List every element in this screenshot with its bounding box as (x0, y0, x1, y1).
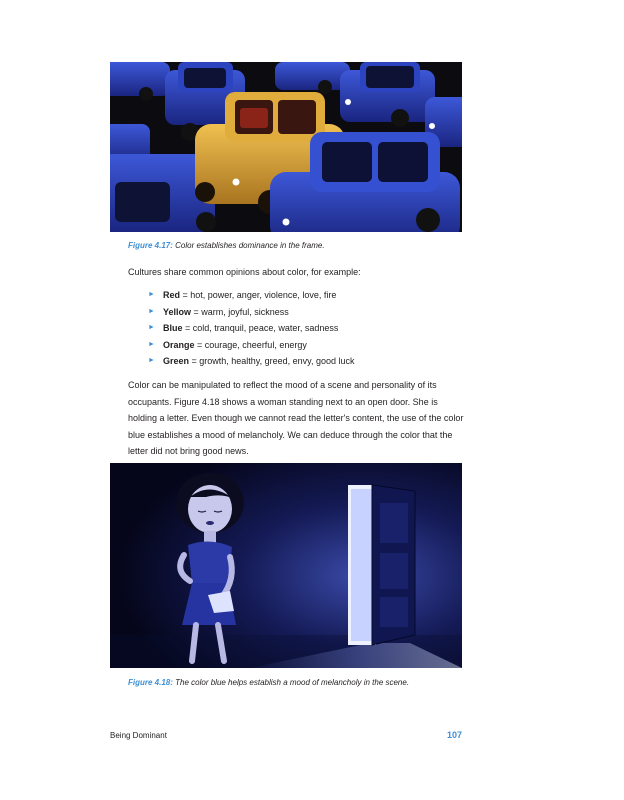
color-meaning: = warm, joyful, sickness (191, 306, 289, 317)
blue-car-back-4 (340, 62, 435, 127)
color-meaning: = courage, cheerful, energy (194, 339, 307, 350)
figure-4-17-caption (128, 240, 325, 251)
bullet-arrow-icon: ► (148, 324, 155, 331)
blue-car-back-3 (275, 62, 350, 94)
list-item-orange (148, 337, 355, 354)
color-meaning: = growth, healthy, greed, envy, good luck (189, 356, 355, 366)
bullet-arrow-icon: ► (148, 291, 155, 298)
figure-number: Figure 4.18: (128, 678, 173, 687)
bullet-arrow-icon: ► (148, 340, 155, 348)
color-term: Orange (163, 339, 195, 350)
figure-4-17-image (110, 62, 462, 232)
figure-caption-text: Color establishes dominance in the frame. (175, 241, 325, 250)
color-meaning: = hot, power, anger, violence, love, fire (180, 290, 337, 300)
page-number: 107 (446, 730, 462, 740)
bullet-arrow-icon: ► (148, 307, 155, 315)
color-term: Green (163, 356, 190, 366)
footer-section-title: Being Dominant (110, 731, 167, 740)
list-item-blue (148, 320, 355, 337)
list-item-yellow (148, 304, 355, 321)
figure-4-18-image (110, 463, 462, 668)
open-door (348, 485, 415, 645)
color-meaning-list (148, 287, 355, 370)
list-item-red (148, 287, 355, 304)
cars-illustration (110, 62, 462, 232)
woman-door-illustration (110, 463, 462, 668)
figure-number: Figure 4.17: (128, 241, 173, 250)
body-paragraph: Color can be manipulated to reflect the mood of a scene and personality of its occupants. Figure 4.18 shows a woman standing next to an open door. She is holding a letter. Even though we cannot read the letter's content, the use of the color blue establishes a mood of melancholy. We can deduce through the color that the letter did not bring good news. (128, 380, 464, 457)
color-term: Blue (163, 323, 183, 333)
color-meaning: = cold, tranquil, peace, water, sadness (182, 323, 339, 333)
bullet-arrow-icon: ► (148, 357, 155, 364)
color-term: Red (163, 290, 181, 300)
blue-car-back-left (110, 62, 170, 101)
figure-4-18-caption (128, 677, 409, 688)
list-item-green (148, 353, 355, 370)
figure-caption-text: The color blue helps establish a mood of melancholy in the scene. (175, 678, 410, 687)
intro-text: Cultures share common opinions about color, for example: (128, 267, 361, 277)
color-term: Yellow (163, 306, 192, 317)
